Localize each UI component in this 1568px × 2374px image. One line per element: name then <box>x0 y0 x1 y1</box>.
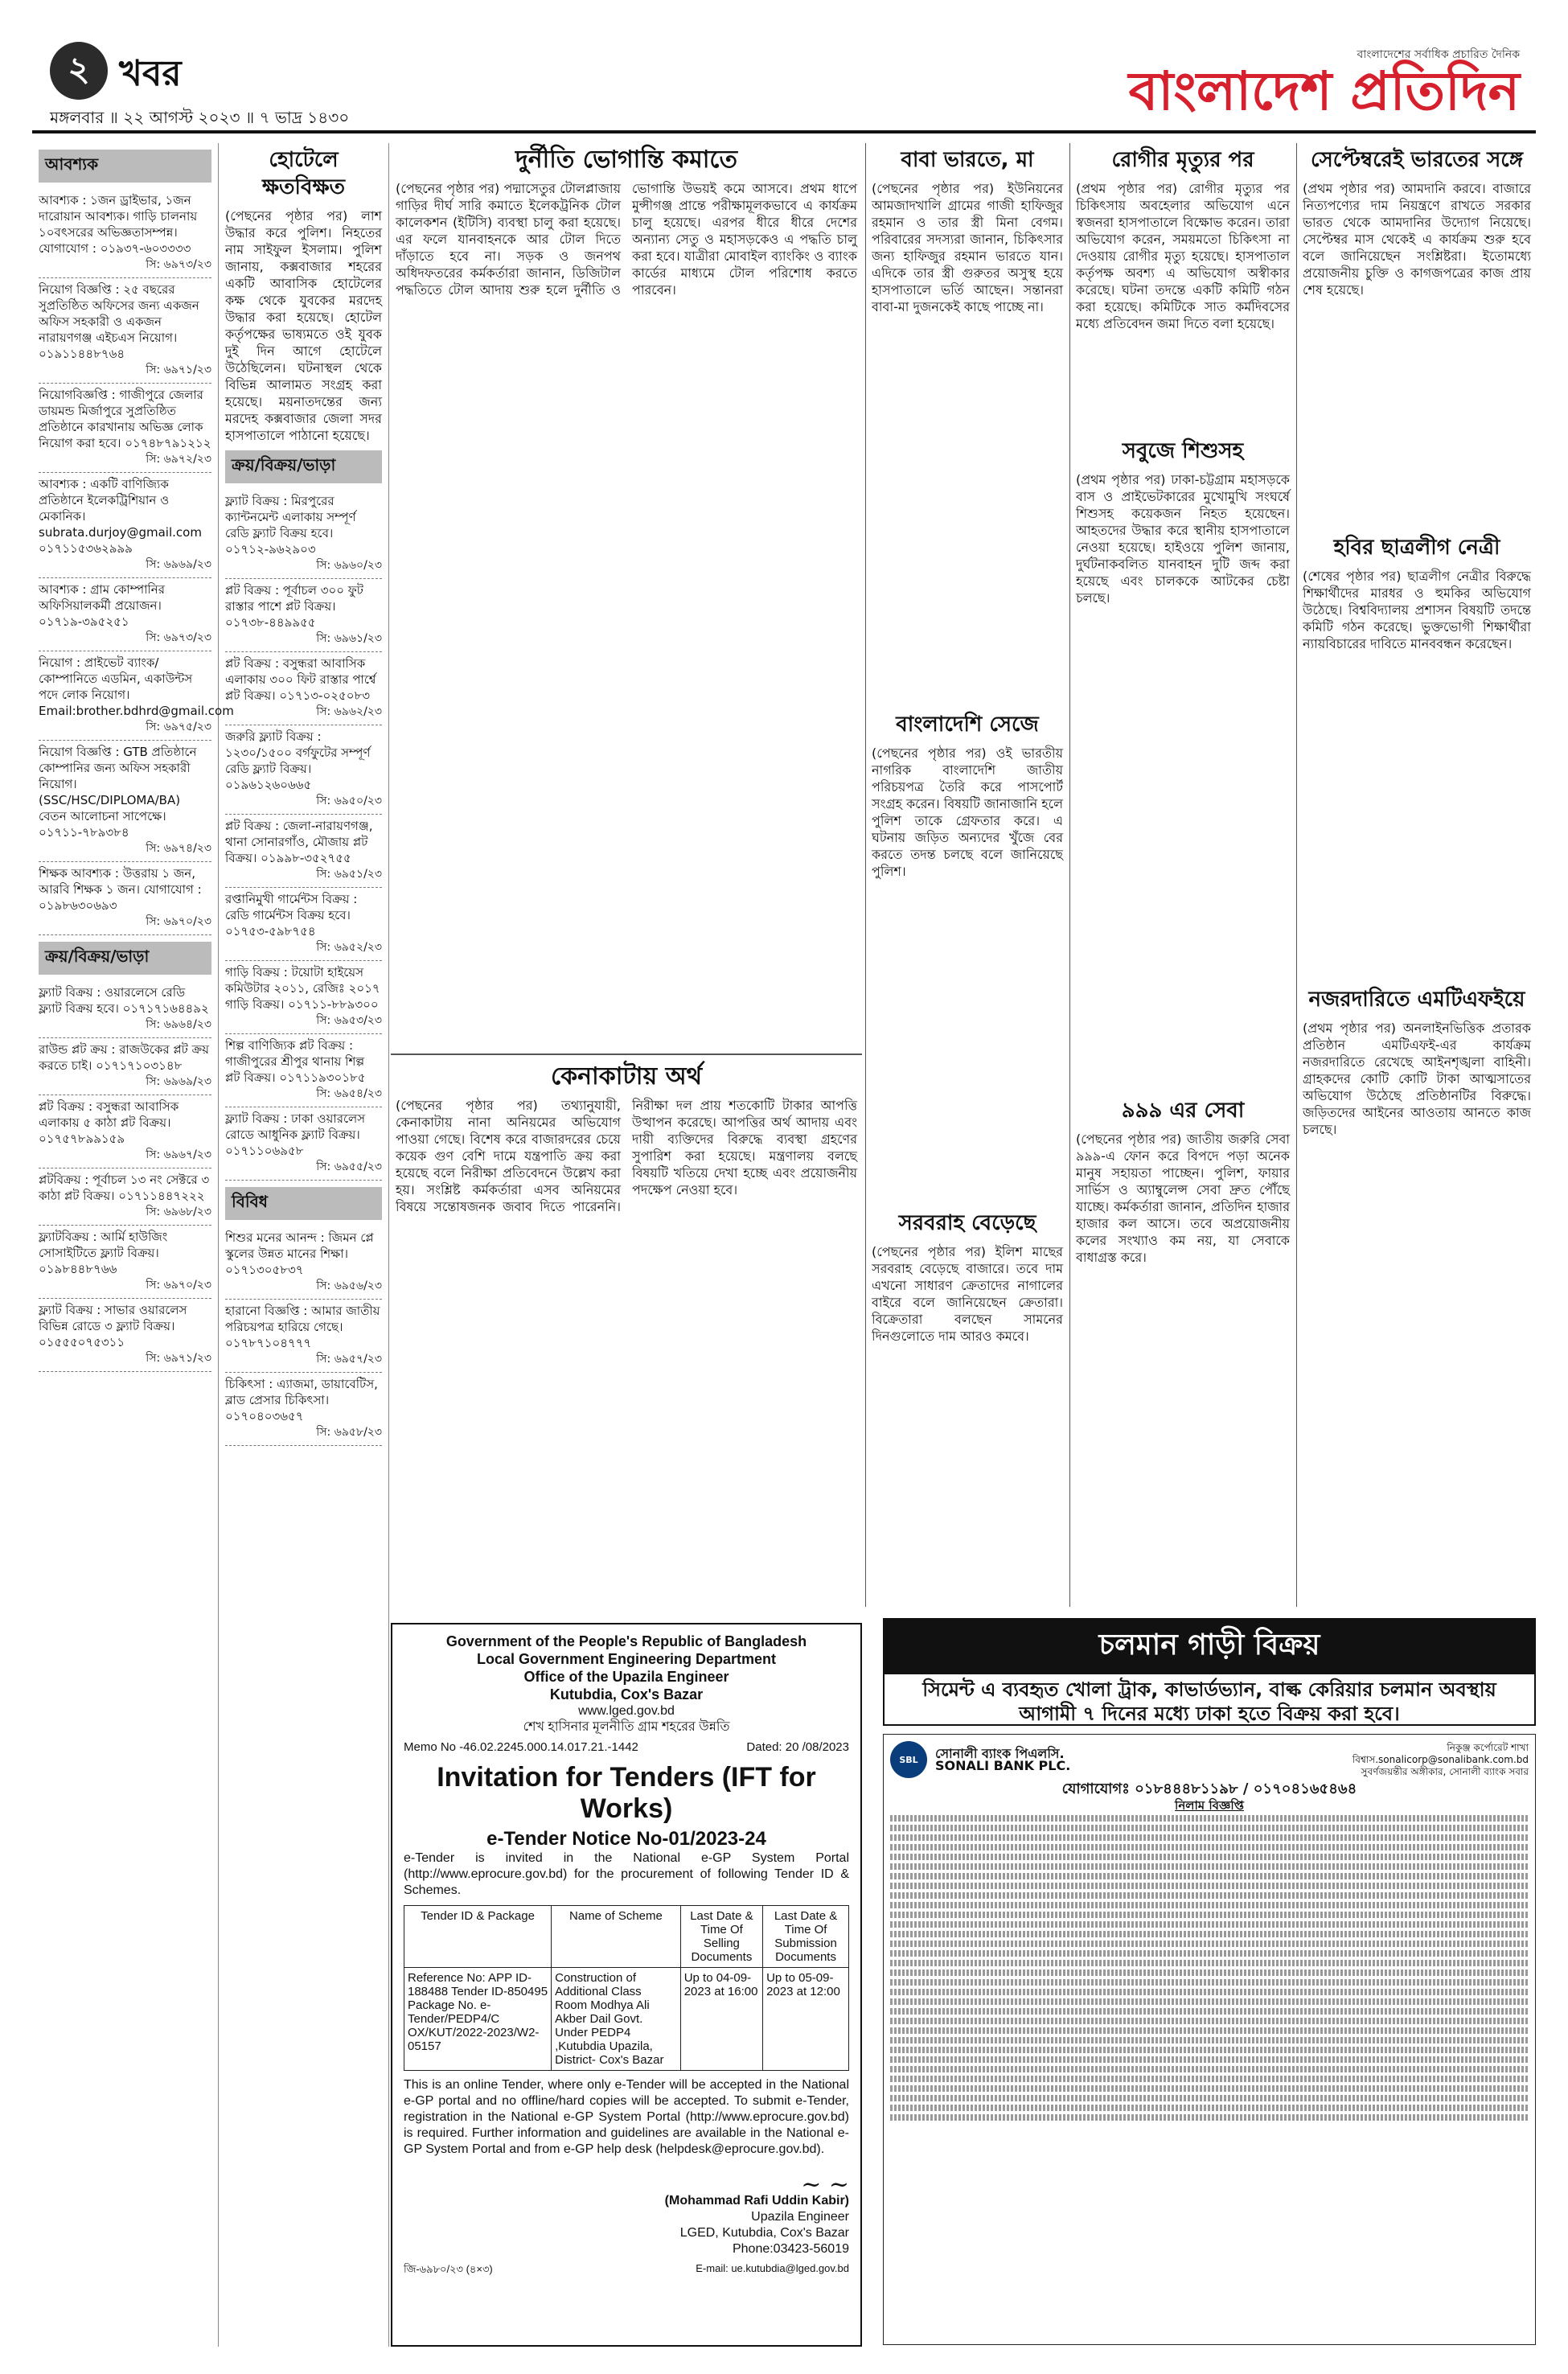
article-sorboraho <box>867 1206 1068 1608</box>
classified-ad: প্লট বিক্রয় : পূর্বাচল ৩০০ ফুট রাস্তার পাশে প্লট বিক্রয়। ০১৭৩৮-৪৪৯৯৫৫ সি: ৬৯৬১/২৩ <box>225 579 382 652</box>
article-body: (পেছনের পৃষ্ঠার পর) তথ্যানুযায়ী, কেনাকাটায় নানা অনিয়মের অভিযোগ পাওয়া গেছে। বিশেষ করে বাজারদরের চেয়ে কয়েক গুণ বেশি দামে যন্ত্রপাতি ক্রয় করা হয়েছে বলে নিরীক্ষা প্রতিবেদনে উল্লেখ করা হয়। সংশ্লিষ্ট কর্মকর্তারা এসব অনিয়মের বিষয়ে সন্তোষজনক জবাব দিতে পারেননি। নিরীক্ষা দল প্রায় শতকোটি টাকার আপত্তি উত্থাপন করেছে। আপত্তির অর্থ আদায় এবং দায়ী ব্যক্তিদের বিরুদ্ধে ব্যবস্থা গ্রহণের সুপারিশ করা হয়েছে। মন্ত্রণালয় বলছে বিষয়টি খতিয়ে দেখা হচ্ছে এবং প্রয়োজনীয় পদক্ষেপ নেওয়া হবে। <box>396 1098 857 1214</box>
headline[interactable]: ৯৯৯ এর সেবা <box>1121 1099 1245 1123</box>
article-nazar <box>1298 983 1536 1610</box>
classified-ad: ফ্ল্যাট বিক্রয় : ঢাকা ওয়ারলেস রোডে আধুনিক ফ্ল্যাট বিক্রয়। ০১৭১১০৬৯৫৮ সি: ৬৯৫৫/২৩ <box>225 1107 382 1181</box>
article-999 <box>1071 1094 1295 1608</box>
headline[interactable]: দুর্নীতি ভোগান্তি কমাতে <box>515 146 737 174</box>
classified-ad: ফ্ল্যাটবিক্রয় : আর্মি হাউজিং সোসাইটিতে ফ্ল্যাট বিক্রয়। ০১৯৮৪৪৮৭৬৬ সি: ৬৯৭০/২৩ <box>39 1226 211 1299</box>
table-header: Name of Scheme <box>552 1906 681 1968</box>
tender-notice-no: e-Tender Notice No-01/2023-24 <box>486 1828 766 1850</box>
headline[interactable]: নজরদারিতে এমটিএফইয়ে <box>1308 988 1525 1012</box>
section-title: খবর <box>119 53 182 94</box>
headline[interactable]: হোটেলে ক্ষতবিক্ষত <box>261 148 346 199</box>
article-body: (পেছনের পৃষ্ঠার পর) ইউনিয়নের আমজাদখালি গ্রামের গাজী হাফিজুর রহমান ও তার স্ত্রী মিনা বেগম। পরিবারের সদস্যরা জানান, চিকিৎসার জন্য হাফিজুর রহমান ভারতে যান। এদিকে তার স্ত্রী গুরুতর অসুস্থ হয়ে হাসপাতালে ভর্তি আছেন। সন্তানরা বাবা-মা দুজনকেই কাছে পাচ্ছে না। <box>872 181 1063 314</box>
tender-footer-text: This is an online Tender, where only e-Tender will be accepted in the National e-GP portal and no offline/hard copies will be accepted. To submit e-Tender, registration in the National e-GP System Portal (http://www.eprocure.gov.bd) is required. Further information and guidelines are available in the National e-GP System Portal and from e-GP help desk (helpdesk@eprocure.gov.bd). <box>404 2078 849 2156</box>
headline[interactable]: সবুজে শিশুসহ <box>1122 439 1244 463</box>
table-header: Last Date & Time Of Selling Documents <box>680 1906 762 1968</box>
classified-ad: প্লট বিক্রয় : বসুন্ধরা আবাসিক এলাকায় ৫ কাঠা প্লট বিক্রয়। ০১৭৫৭৮৯৯১৫৯ সি: ৬৯৬৭/২৩ <box>39 1095 211 1169</box>
headline[interactable]: বাংলাদেশি সেজে <box>896 713 1039 737</box>
headline[interactable]: কেনাকাটায় অর্থ <box>550 1062 703 1090</box>
tender-notice <box>391 1623 862 2347</box>
tender-tagline: শেখ হাসিনার মূলনীতি গ্রাম শহরের উন্নতি <box>523 1720 730 1734</box>
article-body: (পেছনের পৃষ্ঠার পর) ইলিশ মাছের সরবরাহ বেড়েছে বাজারে। তবে দাম এখনো সাধারণ ক্রেতাদের নাগালের বাইরে বলে জানিয়েছেন ক্রেতারা। বিক্রেতারা বলছেন সামনের দিনগুলোতে দাম আরও কমবে। <box>872 1244 1063 1344</box>
classified-ad: চিকিৎসা : এ্যাজমা, ডায়াবেটিস, ব্লাড প্রেসার চিকিৎসা। ০১৭০৪০৩৬৫৭ সি: ৬৯৫৮/২৩ <box>225 1373 382 1446</box>
classified-ad: নিয়োগবিজ্ঞপ্তি : গাজীপুরে জেলার ডায়মন্ড মির্জাপুরে সুপ্রতিষ্ঠিত প্রতিষ্ঠানে কারখানায় অভিজ্ঞ লোক নিয়োগ করা হবে। ০১৭৪৮৭৯১২১২ সি: ৬৯৭২/২৩ <box>39 384 211 473</box>
article-body: (পেছনের পৃষ্ঠার পর) পদ্মাসেতুর টোলপ্লাজায় গাড়ির দীর্ঘ সারি কমাতে ইলেকট্রনিক টোল কালেকশন (ইটিসি) ব্যবস্থা চালু করা হয়েছে। এর ফলে যানবাহনকে আর টোল দিতে দাঁড়াতে হবে না। সড়ক ও জনপথ অধিদফতরের কর্মকর্তারা জানান, ডিজিটাল পদ্ধতিতে টোল আদায় শুরু হলে দুর্নীতি ও ভোগান্তি উভয়ই কমে আসবে। প্রথম ধাপে মুন্সীগঞ্জ প্রান্তে পরীক্ষামূলকভাবে এ কার্যক্রম চালু হয়েছে। এরপর ধীরে ধীরে দেশের অন্যান্য সেতু ও মহাসড়কেও এ পদ্ধতি চালু করা হবে। যাত্রীরা মোবাইল ব্যাংকিং ও ব্যাংক কার্ডের মাধ্যমে টোল পরিশোধ করতে পারবেন। <box>396 181 857 298</box>
tender-location: Kutubdia, Cox's Bazar <box>549 1686 704 1702</box>
category-heading: বিবিধ <box>225 1187 382 1220</box>
tender-title: Invitation for Tenders (IFT for Works) <box>437 1762 816 1824</box>
article-body: (প্রথম পৃষ্ঠার পর) রোগীর মৃত্যুর পর চিকিৎসায় অবহেলার অভিযোগ এনে স্বজনরা হাসপাতালে বিক্ষোভ করেন। তারা অভিযোগ করেন, সময়মতো চিকিৎসা না দেওয়ায় রোগীর মৃত্যু হয়েছে। হাসপাতাল কর্তৃপক্ষ অবশ্য এ অভিযোগ অস্বীকার করেছে। ঘটনা তদন্তে একটি কমিটি গঠন করা হয়েছে। কমিটিকে সাত কর্মদিবসের মধ্যে প্রতিবেদন জমা দিতে বলা হয়েছে। <box>1076 181 1290 331</box>
headline[interactable]: সরবরাহ বেড়েছে <box>898 1211 1036 1235</box>
article-rogi <box>1071 143 1295 433</box>
classifieds-column <box>32 143 234 2347</box>
classified-ad: আবশ্যক : একটি বাণিজ্যিক প্রতিষ্ঠানে ইলেকট্রিশিয়ান ও মেকানিক। subrata.durjoy@gmail.com ০১৭১১৫৩৬২৯৯৯ সি: ৬৯৬৯/২৩ <box>39 473 211 578</box>
article-body: (প্রথম পৃষ্ঠার পর) ঢাকা-চট্টগ্রাম মহাসড়কে বাস ও প্রাইভেটকারের মুখোমুখি সংঘর্ষে শিশুসহ কয়েকজন নিহত হয়েছেন। আহতদের উদ্ধার করে স্থানীয় হাসপাতালে নেওয়া হয়েছে। হাইওয়ে পুলিশ জানায়, দুর্ঘটনাকবলিত যানবাহন দুটি জব্দ করা হয়েছে এবং চালককে আটকের চেষ্টা চলছে। <box>1076 472 1290 606</box>
tender-signature: ~ ~ (Mohammad Rafi Uddin Kabir) Upazila Engineer LGED, Kutubdia, Cox's Bazar Phone:03423-56019 <box>404 2177 849 2257</box>
classified-ad: শিক্ষক আবশ্যক : উত্তরায় ১ জন, আরবি শিক্ষক ১ জন। যোগাযোগ : ০১৯৮৬৩০৬৯৩ সি: ৬৯৭০/২৩ <box>39 862 211 935</box>
classified-ad: জরুরি ফ্ল্যাট বিক্রয় : ১২৩০/১৫০০ বর্গফুটের সম্পূর্ণ রেডি ফ্ল্যাট বিক্রয়। ০১৯৬১২৬০৬৬৫ সি: ৬৯৫০/২৩ <box>225 725 382 815</box>
table-row <box>404 1968 849 2071</box>
tender-gov: Government of the People's Republic of Bangladesh <box>445 1633 807 1649</box>
table-cell: Up to 04-09-2023 at 16:00 <box>680 1968 762 2071</box>
article-body: (পেছনের পৃষ্ঠার পর) জাতীয় জরুরি সেবা ৯৯৯-এ ফোন করে বিপদে পড়া অনেক মানুষ সহায়তা পাচ্ছেন। পুলিশ, ফায়ার সার্ভিস ও অ্যাম্বুলেন্স সেবা দ্রুত পৌঁছে যাচ্ছে। কর্মকর্তারা জানান, প্রতিদিন হাজার হাজার কল আসে। তবে অপ্রয়োজনীয় কলের সংখ্যাও কম নয়, যা সেবাকে বাধাগ্রস্ত করে। <box>1076 1132 1290 1265</box>
article-september <box>1298 143 1536 529</box>
divider <box>391 1054 862 1055</box>
tender-office: Office of the Upazila Engineer <box>523 1669 729 1685</box>
bank-name-en: SONALI BANK PLC. <box>935 1758 1071 1773</box>
page-number: ২ <box>50 42 108 100</box>
headline[interactable]: সেপ্টেম্বরেই ভারতের সঙ্গে <box>1311 148 1523 172</box>
classified-ad: রপ্তানিমুখী গার্মেন্টস বিক্রয় : রেডি গার্মেন্টস বিক্রয় হবে। ০১৭৫৩-৫৯৮৭৫৪ সি: ৬৯৫২/২৩ <box>225 888 382 961</box>
ad-body: সিমেন্ট এ ব্যবহৃত খোলা ট্রাক, কাভার্ডভ্যান, বাল্ক কেরিয়ার চলমান অবস্থায় আগামী ৭ দিনের মধ্যে ঢাকা হতে বিক্রয় করা হবে। <box>922 1678 1496 1725</box>
category-heading: আবশ্যক <box>39 150 211 183</box>
divider <box>1069 143 1070 1607</box>
article-body: (পেছনের পৃষ্ঠার পর) ওই ভারতীয় নাগরিক বাংলাদেশি জাতীয় পরিচয়পত্র তৈরি করে পাসপোর্ট সংগ্রহ করেন। বিষয়টি জানাজানি হলে পুলিশ তাকে গ্রেফতার করে। এ ঘটনায় জড়িত অন্যদের খুঁজে বের করতে তদন্ত চলছে বলে জানিয়েছে পুলিশ। <box>872 745 1063 879</box>
article-hobir <box>1298 531 1536 981</box>
classified-ad: শিল্প বাণিজ্যিক প্লট বিক্রয় : গাজীপুরের শ্রীপুর থানায় শিল্প প্লট বিক্রয়। ০১৭১১৯৩০১৮৫ সি: ৬৯৫৪/২৩ <box>225 1034 382 1107</box>
tender-date: Dated: 20 /08/2023 <box>746 1740 849 1754</box>
bank-notice-title: নিলাম বিজ্ঞপ্তি <box>1175 1798 1244 1813</box>
classified-ad: প্লট বিক্রয় : বসুন্ধরা আবাসিক এলাকায় ৩০০ ফিট রাস্তার পার্শ্বে প্লট বিক্রয়। ০১৭১৩-০২৫০৮৩ সি: ৬৯৬২/২৩ <box>225 652 382 725</box>
tender-email[interactable]: E-mail: ue.kutubdia@lged.gov.bd <box>696 2262 849 2274</box>
classified-ad: আবশ্যক : গ্রাম কোম্পানির অফিসিয়ালকর্মী প্রয়োজন। ০১৭১৯-৩৯৫২৫১ সি: ৬৯৭৩/২৩ <box>39 578 211 651</box>
classified-ad: রাউন্ড প্লট ক্রয় : রাজউকের প্লট ক্রয় করতে চাই। ০১৭১৭১০৩১৪৮ সি: ৬৯৬৯/২৩ <box>39 1038 211 1095</box>
table-cell: Construction of Additional Class Room Modhya Ali Akber Dail Govt. Under PEDP4 ,Kutubdia Upazila, District- Cox's Bazar <box>552 1968 681 2071</box>
bank-email[interactable]: বিশ্বাস.sonalicorp@sonalibank.com.bd <box>1352 1753 1529 1765</box>
masthead-logo: বাংলাদেশ প্রতিদিন <box>1128 60 1520 122</box>
headline[interactable]: বাবা ভারতে, মা <box>901 148 1034 172</box>
article-kenakata <box>391 1060 862 1615</box>
vehicle-sale-phones: যোগাযোগঃ ০১৮৪৪৪৮১১৯৮ / ০১৭০৪১৬৫৪৬৪ <box>1061 1780 1357 1797</box>
classified-ad: ফ্ল্যাট বিক্রয় : মিরপুরের ক্যান্টনমেন্ট এলাকায় সম্পূর্ণ রেডি ফ্ল্যাট বিক্রয় হবে। ০১৭১২-৯৬২৯০৩ সি: ৬৯৬০/২৩ <box>225 490 382 579</box>
classified-ad: গাড়ি বিক্রয় : টয়োটা হাইয়েস কমিউটার ২০১১, রেজিঃ ২০১৭ গাড়ি বিক্রয়। ০১৭১১-৮৮৯৩০০ সি: ৬৯৫৩/২৩ <box>225 961 382 1034</box>
divider <box>865 143 866 1607</box>
classified-ad: হারানো বিজ্ঞপ্তি : আমার জাতীয় পরিচয়পত্র হারিয়ে গেছে। ০১৭৮৭১০৪৭৭৭ সি: ৬৯৫৭/২৩ <box>225 1300 382 1373</box>
classified-ad: ফ্ল্যাট বিক্রয় : সাভার ওয়ারলেস বিভিন্ন রোডে ৩ ফ্ল্যাট বিক্রয়। ০১৫৫৫০৭৫৩১১ সি: ৬৯৭১/২৩ <box>39 1299 211 1372</box>
classified-ad: শিশুর মনের আনন্দ : জিমন প্লে স্কুলের উন্নত মানের শিক্ষা। ০১৭১৩০৫৮৩৭ সি: ৬৯৫৬/২৩ <box>225 1226 382 1300</box>
article-body: (পেছনের পৃষ্ঠার পর) লাশ উদ্ধার করে পুলিশ। নিহতের নাম সাইফুল ইসলাম। পুলিশ জানায়, কক্সবাজার শহরের একটি আবাসিক হোটেলের কক্ষ থেকে যুবকের মরদেহ উদ্ধার করা হয়েছে। হোটেল কর্তৃপক্ষের ভাষ্যমতে ওই যুবক দুই দিন আগে হোটেলে উঠেছিলেন। ঘটনাস্থল থেকে বিভিন্ন আলামত সংগ্রহ করা হয়েছে। ময়নাতদন্তের জন্য মরদেহ কক্সবাজার জেলা সদর হাসপাতালে পাঠানো হয়েছে। <box>225 208 382 443</box>
tender-ref-code: জি-৬৯৮০/২৩ (৪×৩) <box>404 2263 493 2275</box>
classified-ad: নিয়োগ বিজ্ঞপ্তি : GTB প্রতিষ্ঠানে কোম্পানির জন্য অফিস সহকারী নিয়োগ। (SSC/HSC/DIPLOMA/BA) বেতন আলোচনা সাপেক্ষে। ০১৭১১-৭৮৯৩৮৪ সি: ৬৯৭৪/২৩ <box>39 741 211 862</box>
table-header: Tender ID & Package <box>404 1906 552 1968</box>
bank-auction-notice <box>883 1734 1536 2345</box>
tender-memo: Memo No -46.02.2245.000.14.017.21.-1442 <box>404 1740 638 1754</box>
bank-branch: নিকুঞ্জ কর্পোরেট শাখা <box>1447 1741 1529 1753</box>
tender-table <box>404 1905 849 2071</box>
article-baba <box>867 143 1068 706</box>
classified-ad: ফ্ল্যাট বিক্রয় : ওয়ারলেসে রেডি ফ্ল্যাট বিক্রয় হবে। ০১৭১৭১৬৪৪৯২ সি: ৬৯৬৪/২৩ <box>39 981 211 1038</box>
bank-name-bn: সোনালী ব্যাংক পিএলসি. <box>935 1746 1065 1761</box>
article-bangladeshi <box>867 708 1068 1190</box>
table-cell: Reference No: APP ID-188488 Tender ID-850495 Package No. e-Tender/PEDP4/C OX/KUT/2022-2023/W2-05157 <box>404 1968 552 2071</box>
article-sobuj <box>1071 434 1295 1078</box>
table-header: Last Date & Time Of Submission Documents <box>763 1906 849 1968</box>
divider <box>1296 143 1297 1607</box>
article-body: (প্রথম পৃষ্ঠার পর) অনলাইনভিত্তিক প্রতারক প্রতিষ্ঠান এমটিএফই-এর কার্যক্রম নজরদারিতে রেখেছে আইনশৃঙ্খলা বাহিনী। গ্রাহকদের কোটি কোটি টাকা আত্মসাতের অভিযোগ উঠেছে প্রতিষ্ঠানটির বিরুদ্ধে। জড়িতদের আইনের আওতায় আনতে কাজ চলছে। <box>1303 1021 1531 1137</box>
classified-ad: নিয়োগ বিজ্ঞপ্তি : ২৫ বছরের সুপ্রতিষ্ঠিত অফিসের জন্য একজন অফিস সহকারী ও একজন নারায়ণগঞ্জ এইচএস নিয়োগ। ০১৯১১৪৪৮৭৬৪ সি: ৬৯৭১/২৩ <box>39 278 211 384</box>
table-cell: Up to 05-09-2023 at 12:00 <box>763 1968 849 2071</box>
category-heading: ক্রয়/বিক্রয়/ভাড়া <box>225 450 382 483</box>
bank-logo-icon: SBL <box>890 1741 927 1778</box>
classified-ad: আবশ্যক : ১জন ড্রাইভার, ১জন দারোয়ান আবশ্যক। গাড়ি চালনায় ১০বৎসরের অভিজ্ঞতাসম্পন্ন। যোগাযোগ : ০১৯৩৭-৬০৩৩৩৩ সি: ৬৯৭৩/২৩ <box>39 189 211 278</box>
tender-dept: Local Government Engineering Department <box>476 1651 777 1667</box>
classified-ad: প্লট বিক্রয় : জেলা-নারায়ণগঞ্জ, থানা সোনারগাঁও, মৌজায় প্লট বিক্রয়। ০১৯৯৮-৩৫২৭৫৫ সি: ৬৯৫১/২৩ <box>225 815 382 888</box>
tender-intro: e-Tender is invited in the National e-GP System Portal (http://www.eprocure.gov.bd) for the procurement of following Tender ID & Schemes. <box>404 1851 849 1897</box>
headline[interactable]: রোগীর মৃত্যুর পর <box>1111 148 1254 172</box>
category-heading: ক্রয়/বিক্রয়/ভাড়া <box>39 942 211 975</box>
signature-mark: ~ ~ <box>801 2171 849 2199</box>
classified-ad: নিয়োগ : প্রাইভেট ব্যাংক/কোম্পানিতে এডমিন, একাউন্টস পদে লোক নিয়োগ। Email:brother.bdhrd@gmail.com সি: ৬৯৭৫/২৩ <box>39 651 211 741</box>
headline[interactable]: হবির ছাত্রলীগ নেত্রী <box>1333 536 1500 560</box>
column-2 <box>219 143 389 2347</box>
article-corruption <box>391 143 862 1052</box>
tender-website[interactable]: www.lged.gov.bd <box>578 1704 675 1718</box>
bank-slogan: সুবর্ণজয়ন্তীর অঙ্গীকার, সোনালী ব্যাংক সবার <box>1361 1765 1529 1777</box>
header-rule <box>32 130 1536 133</box>
masthead-tagline: বাংলাদেশের সর্বাধিক প্রচারিত দৈনিক <box>1357 48 1520 61</box>
classified-ad: প্লটবিক্রয় : পূর্বাচল ১৩ নং সেক্টরে ৩ কাঠা প্লট বিক্রয়। ০১৭১১৪৪৭২২২ সি: ৬৯৬৮/২৩ <box>39 1169 211 1226</box>
bank-notice-body <box>890 1815 1529 2121</box>
masthead[interactable] <box>1128 45 1520 122</box>
dateline: মঙ্গলবার ॥ ২২ আগস্ট ২০২৩ ॥ ৭ ভাদ্র ১৪৩০ <box>50 108 350 127</box>
article-body: (প্রথম পৃষ্ঠার পর) আমদানি করবে। বাজারে নিত্যপণ্যের দাম নিয়ন্ত্রণে রাখতে সরকার ভারত থেকে আমদানির উদ্যোগ নিয়েছে। সেপ্টেম্বর মাস থেকেই এ কার্যক্রম শুরু হবে বলে জানিয়েছেন সংশ্লিষ্টরা। ইতোমধ্যে প্রয়োজনীয় চুক্তি ও কাগজপত্রের কাজ প্রায় শেষ হয়েছে। <box>1303 181 1531 298</box>
vehicle-sale-ad <box>883 1618 1536 1726</box>
article-body: (শেষের পৃষ্ঠার পর) ছাত্রলীগ নেত্রীর বিরুদ্ধে শিক্ষার্থীদের মারধর ও হুমকির অভিযোগ উঠেছে। বিশ্ববিদ্যালয় প্রশাসন বিষয়টি তদন্তে কমিটি গঠন করেছে। ভুক্তভোগী শিক্ষার্থীরা ন্যায়বিচারের দাবিতে মানববন্ধন করেছেন। <box>1303 569 1531 651</box>
ad-heading: চলমান গাড়ী বিক্রয় <box>885 1620 1534 1674</box>
